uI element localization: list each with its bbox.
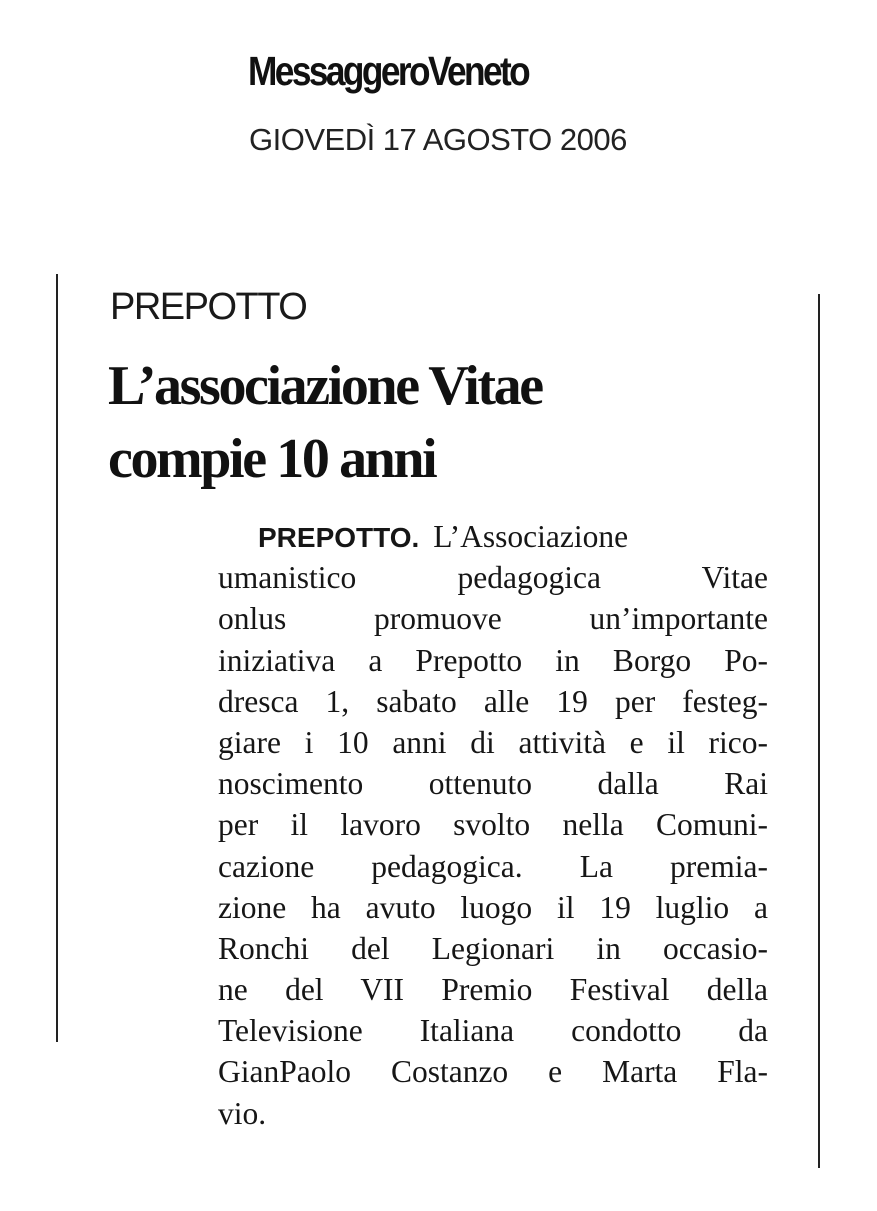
headline-line: compie 10 anni [108, 428, 436, 490]
body-line: GianPaolo Costanzo e Marta Fla- [218, 1054, 768, 1090]
newspaper-masthead: MessaggeroVeneto [248, 48, 529, 94]
body-line [218, 516, 768, 557]
body-line-text: L’Associazione [433, 519, 629, 554]
article-kicker: PREPOTTO [110, 286, 307, 328]
column-rule-left [56, 274, 58, 1042]
publication-date: GIOVEDÌ 17 AGOSTO 2006 [249, 122, 627, 157]
body-line: per il lavoro svolto nella Comuni- [218, 807, 768, 843]
body-line: dresca 1, sabato alle 19 per festeg- [218, 683, 768, 719]
article-headline [108, 350, 542, 496]
body-line: Televisione Italiana condotto da [218, 1013, 768, 1049]
body-line: zione ha avuto luogo il 19 luglio a [218, 889, 768, 925]
body-line: onlus promuove un’importante [218, 601, 768, 637]
body-line: ne del VII Premio Festival della [218, 972, 768, 1008]
headline-line: L’associazione Vitae [108, 355, 542, 417]
body-line: giare i 10 anni di attività e il rico- [218, 724, 768, 760]
article-body [218, 516, 768, 1134]
body-line: noscimento ottenuto dalla Rai [218, 766, 768, 802]
body-line: vio. [218, 1095, 267, 1131]
body-line: iniziativa a Prepotto in Borgo Po- [218, 642, 768, 678]
column-rule-right [818, 294, 820, 1168]
body-line: umanistico pedagogica Vitae [218, 560, 768, 596]
body-line: Ronchi del Legionari in occasio- [218, 930, 768, 966]
body-line: cazione pedagogica. La premia- [218, 848, 768, 884]
dateline-location: PREPOTTO. [258, 522, 420, 553]
